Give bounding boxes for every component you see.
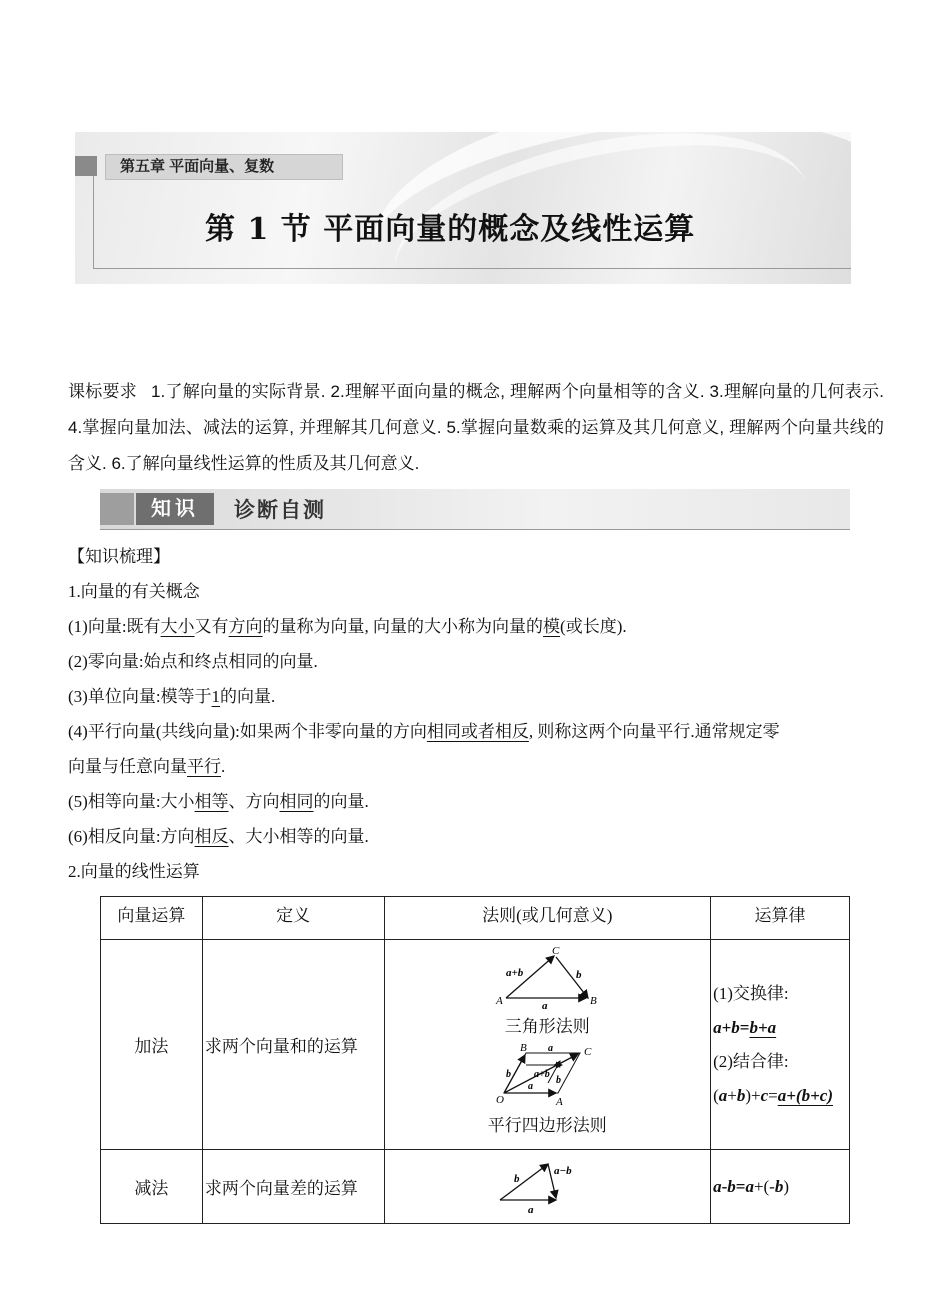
point-label: B <box>590 995 598 1007</box>
text: 又有 <box>194 617 229 636</box>
requirements-text: 1.了解向量的实际背景. 2.理解平面向量的概念, 理解两个向量相等的含义. 3.理解向量的几何表示. 4.掌握向量加法、减法的运算, 并理解其几何意义. 5.掌握向量数乘的运算及其几何意义, 理解两个向量共线的含义. 6.了解向量线性运算的性质及其几何意义. <box>68 382 885 473</box>
column-header: 向量运算 <box>101 897 203 940</box>
text: (5)相等向量:大小 <box>68 792 195 811</box>
curriculum-requirements <box>68 374 884 482</box>
definition-parallel-vector <box>68 714 888 749</box>
section-marker <box>100 493 134 525</box>
operation-definition: 求两个向量差的运算 <box>202 1150 384 1224</box>
point-label: C <box>552 946 560 957</box>
topic-heading: 2.向量的线性运算 <box>68 862 200 881</box>
geometric-rule <box>384 1150 711 1224</box>
fill-blank: 平行 <box>187 757 221 776</box>
definition-zero-vector: (2)零向量:始点和终点相同的向量. <box>68 652 318 671</box>
fill-blank: 相等 <box>194 792 229 811</box>
text: c <box>760 1085 769 1105</box>
fill-blank: 相反 <box>194 827 229 846</box>
requirements-label: 课标要求 <box>68 382 138 401</box>
banner-line <box>93 176 94 268</box>
text: - <box>721 1176 728 1196</box>
vector-label: a <box>528 1203 534 1216</box>
table-header-row <box>101 897 850 940</box>
operation-definition: 求两个向量和的运算 <box>202 940 384 1150</box>
text: (4)平行向量(共线向量):如果两个非零向量的方向 <box>68 722 427 741</box>
definition-opposite-vector <box>68 819 888 854</box>
triangle-rule-diagram <box>492 946 602 1010</box>
fill-blank: 方向 <box>228 617 263 636</box>
law-label: (2)结合律: <box>713 1051 789 1071</box>
fill-blank: a+(b+c) <box>777 1085 833 1105</box>
text: (或长度). <box>560 617 627 636</box>
text: 、大小相等的向量. <box>228 827 369 846</box>
text: )+ <box>745 1085 761 1105</box>
vector-label: a <box>528 1081 534 1092</box>
text: = <box>735 1176 746 1196</box>
text: b <box>727 1176 736 1196</box>
text: . <box>221 757 226 776</box>
text: a <box>713 1176 722 1196</box>
banner-marker <box>75 156 97 176</box>
vector-label: b <box>556 1075 562 1086</box>
text: (6)相反向量:方向 <box>68 827 195 846</box>
vector-label: b <box>514 1172 520 1185</box>
text: 、方向 <box>228 792 280 811</box>
point-label: C <box>584 1046 592 1058</box>
text: a <box>713 1017 722 1037</box>
point-label: B <box>520 1043 528 1054</box>
definition-parallel-vector-cont <box>68 749 888 784</box>
text: +(- <box>753 1176 775 1196</box>
section-header <box>100 489 850 530</box>
vector-label: a <box>542 1000 548 1010</box>
point-label: A <box>556 1096 564 1107</box>
knowledge-content <box>68 539 888 889</box>
topic-heading: 1.向量的有关概念 <box>68 582 200 601</box>
text: a <box>745 1176 754 1196</box>
text: = <box>768 1085 778 1105</box>
fill-blank: 相同或者相反 <box>426 722 529 741</box>
point-label: A <box>496 995 504 1007</box>
text: 的量称为向量, 向量的大小称为向量的 <box>262 617 544 636</box>
fill-blank: b+a <box>749 1017 777 1037</box>
vector-label: a+b <box>534 1069 550 1080</box>
operation-laws <box>711 940 850 1150</box>
text: = <box>739 1017 750 1037</box>
column-header: 定义 <box>202 897 384 940</box>
page-title: 第 1 节 平面向量的概念及线性运算 <box>205 212 696 247</box>
definition-equal-vector <box>68 784 888 819</box>
text: 的向量. <box>313 792 369 811</box>
section-tag: 知识 <box>136 493 214 525</box>
parallelogram-rule-diagram <box>492 1043 602 1107</box>
column-header: 运算律 <box>711 897 850 940</box>
chapter-label: 第五章 平面向量、复数 <box>105 154 343 180</box>
chapter-banner <box>75 132 851 284</box>
text: , 则称这两个向量平行.通常规定零 <box>528 722 780 741</box>
operation-laws <box>711 1150 850 1224</box>
content-heading: 【知识梳理】 <box>68 547 170 566</box>
table-row-subtraction <box>101 1150 850 1224</box>
text: b <box>736 1085 746 1105</box>
vector-label: a <box>548 1043 554 1054</box>
text: 的向量. <box>220 687 276 706</box>
fill-blank: 大小 <box>160 617 195 636</box>
text: ) <box>783 1176 790 1196</box>
point-label: O <box>496 1094 505 1106</box>
definition-vector <box>68 609 888 644</box>
column-header: 法则(或几何意义) <box>384 897 711 940</box>
figure-caption: 三角形法则 <box>504 1017 590 1036</box>
fill-blank: 模 <box>543 617 561 636</box>
text: a <box>718 1085 728 1105</box>
subtraction-rule-diagram <box>492 1158 602 1216</box>
operation-name: 减法 <box>101 1150 203 1224</box>
text: 向量与任意向量 <box>68 757 187 776</box>
vector-label: a−b <box>554 1164 572 1177</box>
section-title: 诊断自测 <box>234 499 326 522</box>
associative-law <box>713 1079 849 1113</box>
text: b <box>731 1017 740 1037</box>
table-row-addition <box>101 940 850 1150</box>
text: + <box>727 1085 737 1105</box>
vector-label: a+b <box>506 967 524 979</box>
banner-line <box>93 268 851 269</box>
commutative-law <box>713 1011 849 1045</box>
text: (1)向量:既有 <box>68 617 161 636</box>
figure-caption: 平行四边形法则 <box>487 1116 607 1135</box>
geometric-rule <box>384 940 711 1150</box>
vector-label: b <box>576 969 582 981</box>
linear-operations-table <box>100 896 850 1224</box>
text: ( <box>713 1085 719 1105</box>
text: + <box>721 1017 732 1037</box>
text: (3)单位向量:模等于 <box>68 687 212 706</box>
operation-name: 加法 <box>101 940 203 1150</box>
law-label: (1)交换律: <box>713 983 789 1003</box>
fill-blank: 1 <box>211 687 221 706</box>
definition-unit-vector <box>68 679 888 714</box>
text: b <box>774 1176 784 1196</box>
fill-blank: 相同 <box>279 792 314 811</box>
vector-label: b <box>506 1069 512 1080</box>
